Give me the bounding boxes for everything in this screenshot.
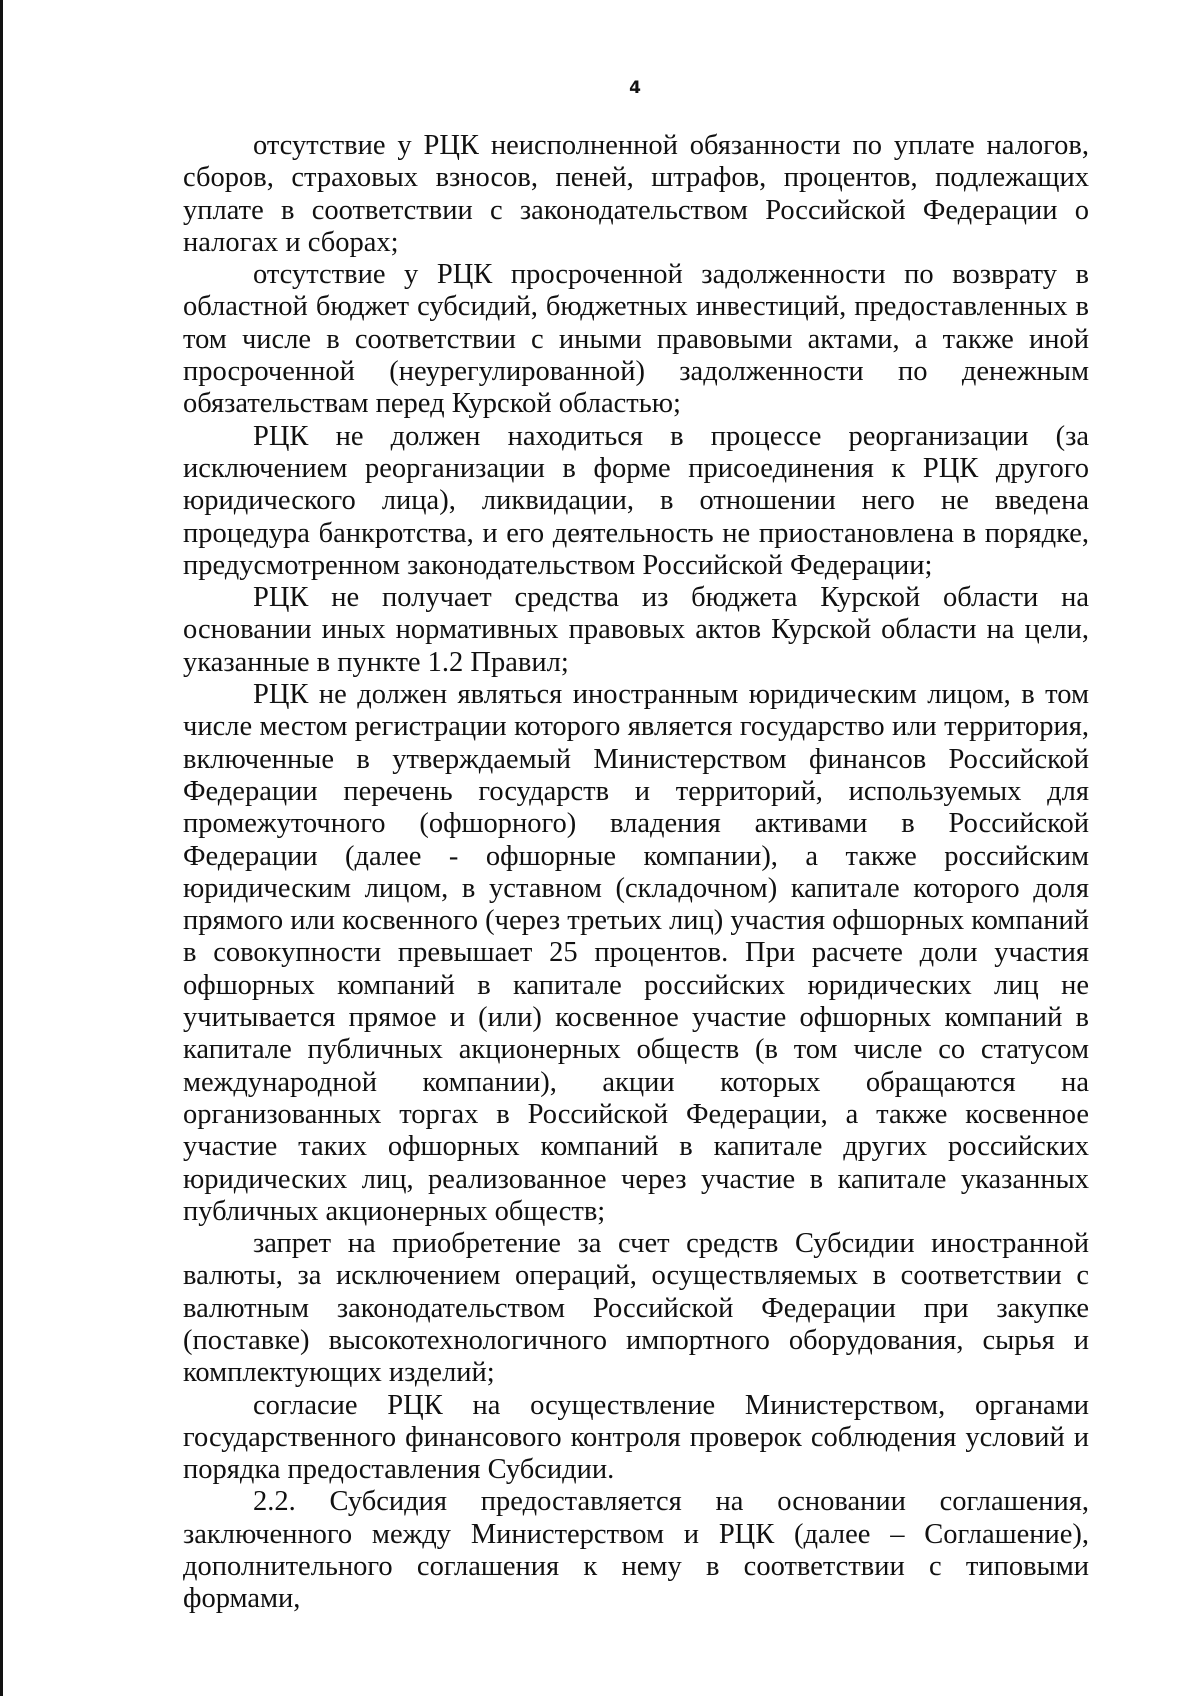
paragraph-offshore: РЦК не должен являться иностранным юридическим лицом, в том числе местом регистрации которого является государство или территория, включенные в утверждаемый Министерством финансов Российской Федерации перечень государств и территорий, используемых для промежуточного (офшорного) владения активами в Российской Федерации (далее - офшорные компании), а также российским юридическим лицом, в уставном (складочном) капитале которого доля прямого или косвенного (через третьих лиц) участия офшорных компаний в совокупности превышает 25 процентов. При расчете доли участия офшорных компаний в капитале российских юридических лиц не учитывается прямое и (или) косвенное участие офшорных компаний в капитале публичных акционерных обществ (в том числе со статусом международной компании), акции которых обращаются на организованных торгах в Российской Федерации, а также косвенное участие таких офшорных компаний в капитале других российских юридических лиц, реализованное через участие в капитале указанных публичных акционерных обществ; — [183, 679, 1089, 1227]
paragraph-currency-ban: запрет на приобретение за счет средств Субсидии иностранной валюты, за исключением операций, осуществляемых в соответствии с валютным законодательством Российской Федерации при закупке (поставке) высокотехнологичного импортного оборудования, сырья и комплектующих изделий; — [183, 1228, 1089, 1389]
paragraph-budget-funds: РЦК не получает средства из бюджета Курской области на основании иных нормативных правовых актов Курской области на цели, указанные в пункте 1.2 Правил; — [183, 582, 1089, 678]
page-number: 4 — [629, 78, 641, 98]
page-edge-line — [0, 0, 3, 1696]
document-body — [183, 130, 1089, 1616]
paragraph-reorganization: РЦК не должен находиться в процессе реорганизации (за исключением реорганизации в форме присоединения к РЦК другого юридического лица), ликвидации, в отношении него не введена процедура банкротства, и его деятельность не приостановлена в порядке, предусмотренном законодательством Российской Федерации; — [183, 420, 1089, 581]
paragraph-overdue-debt: отсутствие у РЦК просроченной задолженности по возврату в областной бюджет субсидий, бюджетных инвестиций, предоставленных в том числе в соответствии с иными правовыми актами, а также иной просроченной (неурегулированной) задолженности по денежным обязательствам перед Курской областью; — [183, 259, 1089, 420]
paragraph-2-2-agreement: 2.2. Субсидия предоставляется на основании соглашения, заключенного между Министерством и РЦК (далее – Соглашение), дополнительного соглашения к нему в соответствии с типовыми формами, — [183, 1486, 1089, 1615]
paragraph-consent: согласие РЦК на осуществление Министерством, органами государственного финансового контроля проверок соблюдения условий и порядка предоставления Субсидии. — [183, 1389, 1089, 1486]
paragraph-tax-obligations: отсутствие у РЦК неисполненной обязанности по уплате налогов, сборов, страховых взносов, пеней, штрафов, процентов, подлежащих уплате в соответствии с законодательством Российской Федерации о налогах и сборах; — [183, 130, 1089, 258]
